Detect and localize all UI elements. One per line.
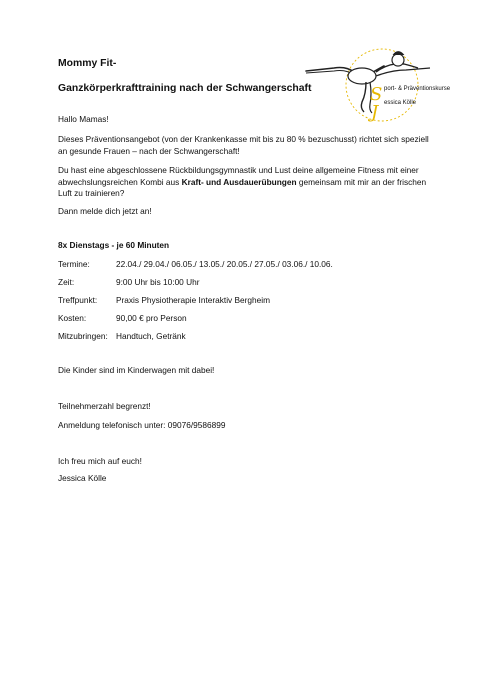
motivation-text-2: gemeinsam mit mir an der frischen Luft zu trainieren? <box>58 176 427 199</box>
participant-limit: Teilnehmerzahl begrenzt! <box>58 401 151 411</box>
schedule-value: Handtuch, Getränk <box>116 331 186 341</box>
registration-contact: Anmeldung telefonisch unter: 09076/9586899 <box>58 420 226 430</box>
svg-text:S: S <box>370 84 383 105</box>
logo-text-line-1: port- & Präventionskurse <box>384 86 451 92</box>
schedule-row-dates <box>58 259 333 269</box>
motivation-text-1: Du hast eine abgeschlossene Rückbildungsgymnastik und Lust deine allgemeine Fitness mit einer abwechslungsreichen Kombi aus <box>58 165 419 187</box>
svg-text:J: J <box>371 102 379 122</box>
course-logo <box>300 38 450 122</box>
title-line-2: Ganzkörperkrafttraining nach der Schwangerschaft <box>58 83 312 94</box>
logo-text-line-2: essica Kölle <box>384 100 417 106</box>
schedule-row-time <box>58 277 199 287</box>
schedule-label: Termine: <box>58 259 90 269</box>
intro-paragraph: Dieses Präventionsangebot (von der Krankenkasse mit bis zu 80 % bezuschusst) richtet sich speziell an gesunde Frauen – nach der Schwangerschaft! <box>58 134 429 156</box>
schedule-label: Mitzubringen: <box>58 331 108 341</box>
schedule-label: Treffpunkt: <box>58 295 98 305</box>
call-to-action: Dann melde dich jetzt an! <box>58 206 152 216</box>
schedule-value: 9:00 Uhr bis 10:00 Uhr <box>116 277 200 287</box>
schedule-value: 90,00 € pro Person <box>116 313 187 323</box>
kids-note: Die Kinder sind im Kinderwagen mit dabei! <box>58 365 215 375</box>
signature: Jessica Kölle <box>58 473 107 483</box>
schedule-value: Praxis Physiotherapie Interaktiv Bergheim <box>116 295 271 305</box>
motivation-paragraph <box>58 165 438 200</box>
schedule-label: Zeit: <box>58 277 75 287</box>
motivation-highlight: Kraft- und Ausdauerübungen <box>181 176 297 187</box>
title-line-1: Mommy Fit- <box>58 58 117 69</box>
schedule-row-bring <box>58 331 186 341</box>
closing-line: Ich freu mich auf euch! <box>58 456 142 466</box>
schedule-row-location <box>58 295 270 305</box>
greeting: Hallo Mamas! <box>58 114 109 124</box>
schedule-heading: 8x Dienstags - je 60 Minuten <box>58 240 170 250</box>
schedule-value: 22.04./ 29.04./ 06.05./ 13.05./ 20.05./ 27.05./ 03.06./ 10.06. <box>116 259 333 269</box>
schedule-label: Kosten: <box>58 313 87 323</box>
schedule-row-cost <box>58 313 187 323</box>
